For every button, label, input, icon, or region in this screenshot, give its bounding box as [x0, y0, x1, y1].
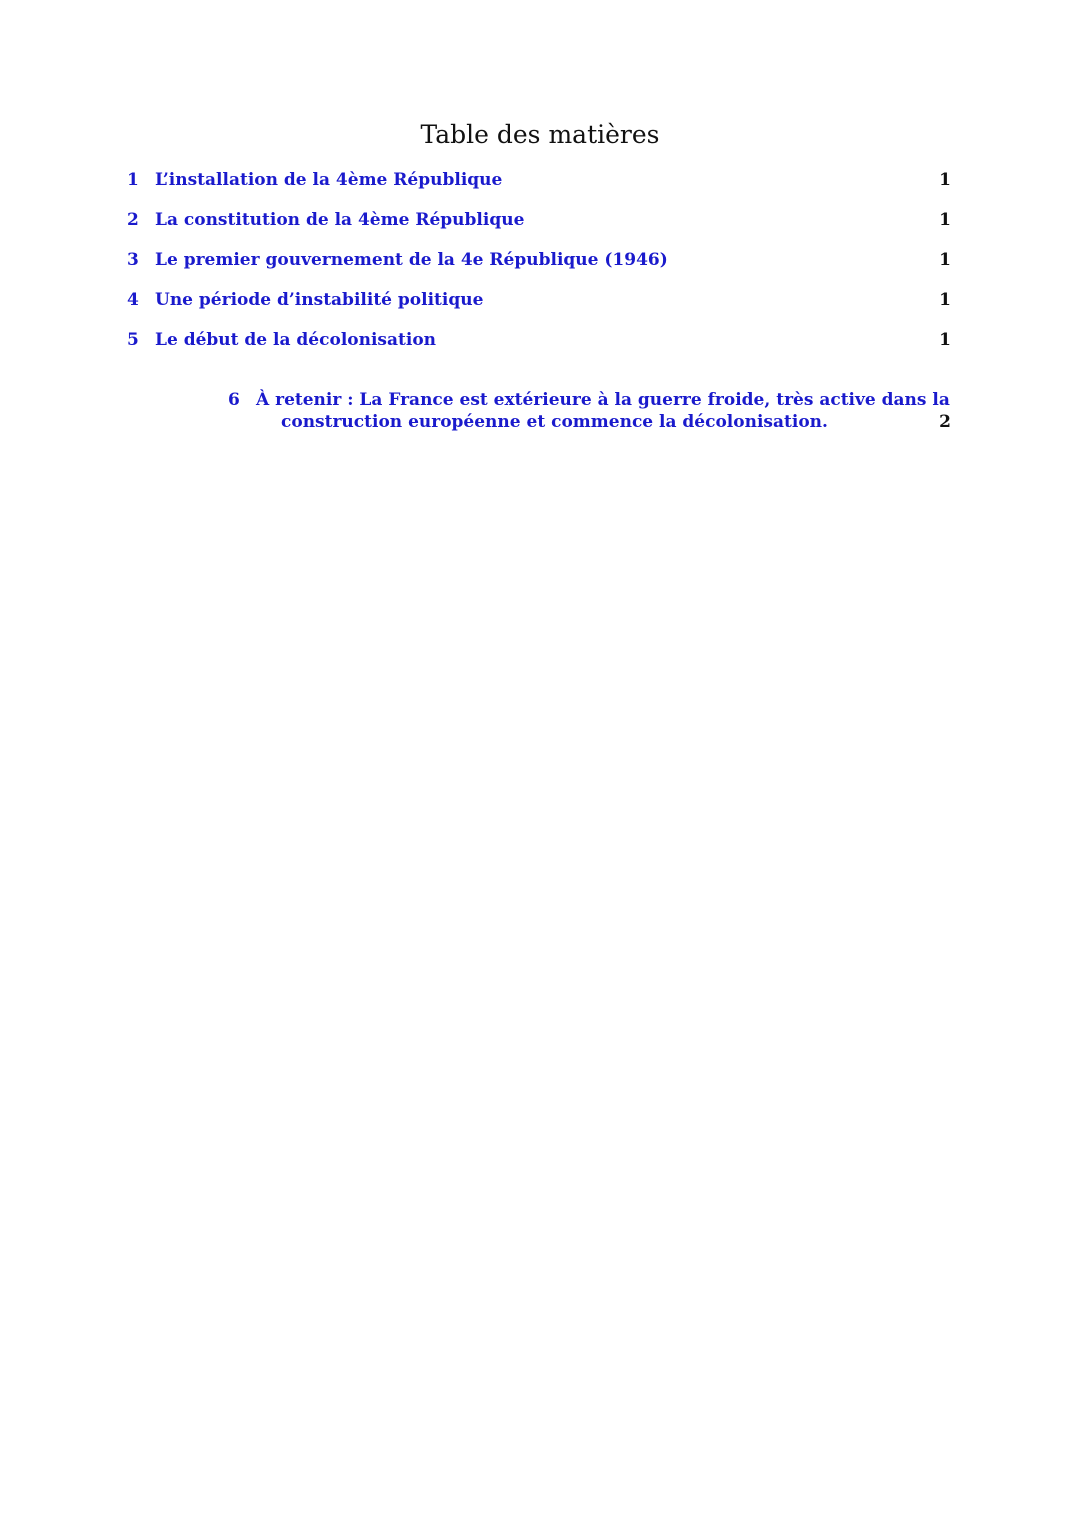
- toc-entry-number: 4: [127, 290, 139, 310]
- toc-entry-page: 1: [939, 170, 951, 190]
- toc-entry-label: La constitution de la 4ème République: [155, 210, 525, 230]
- toc-entry-2[interactable]: [127, 208, 951, 232]
- page-title: Table des matières: [420, 120, 660, 149]
- toc-entry-label: L’installation de la 4ème République: [155, 170, 503, 190]
- toc-entry-label-line1: À retenir : La France est extérieure à la guerre froide, très active dans la: [256, 390, 950, 410]
- toc-entry-label: Le premier gouvernement de la 4e République (1946): [155, 250, 668, 270]
- toc-entry-number: 5: [127, 330, 139, 350]
- toc-entry-page: 1: [939, 250, 951, 270]
- toc-entry-number: 3: [127, 250, 139, 270]
- toc-entry-page: 1: [939, 330, 951, 350]
- toc-entry-4[interactable]: [127, 288, 951, 312]
- toc-entry-number: 2: [127, 210, 139, 230]
- toc-entry-number: 6: [228, 390, 240, 410]
- toc-entry-1[interactable]: [127, 168, 951, 192]
- toc-entry-label: Le début de la décolonisation: [155, 330, 437, 350]
- toc-entry-label: Une période d’instabilité politique: [155, 290, 484, 310]
- toc-entry-5[interactable]: [127, 328, 951, 352]
- toc-entry-3[interactable]: [127, 248, 951, 272]
- toc-entry-page: 2: [939, 412, 951, 432]
- toc-entry-label-line2: construction européenne et commence la décolonisation.: [281, 412, 828, 432]
- toc-entry-page: 1: [939, 290, 951, 310]
- toc-entry-page: 1: [939, 210, 951, 230]
- toc-entry-number: 1: [127, 170, 139, 190]
